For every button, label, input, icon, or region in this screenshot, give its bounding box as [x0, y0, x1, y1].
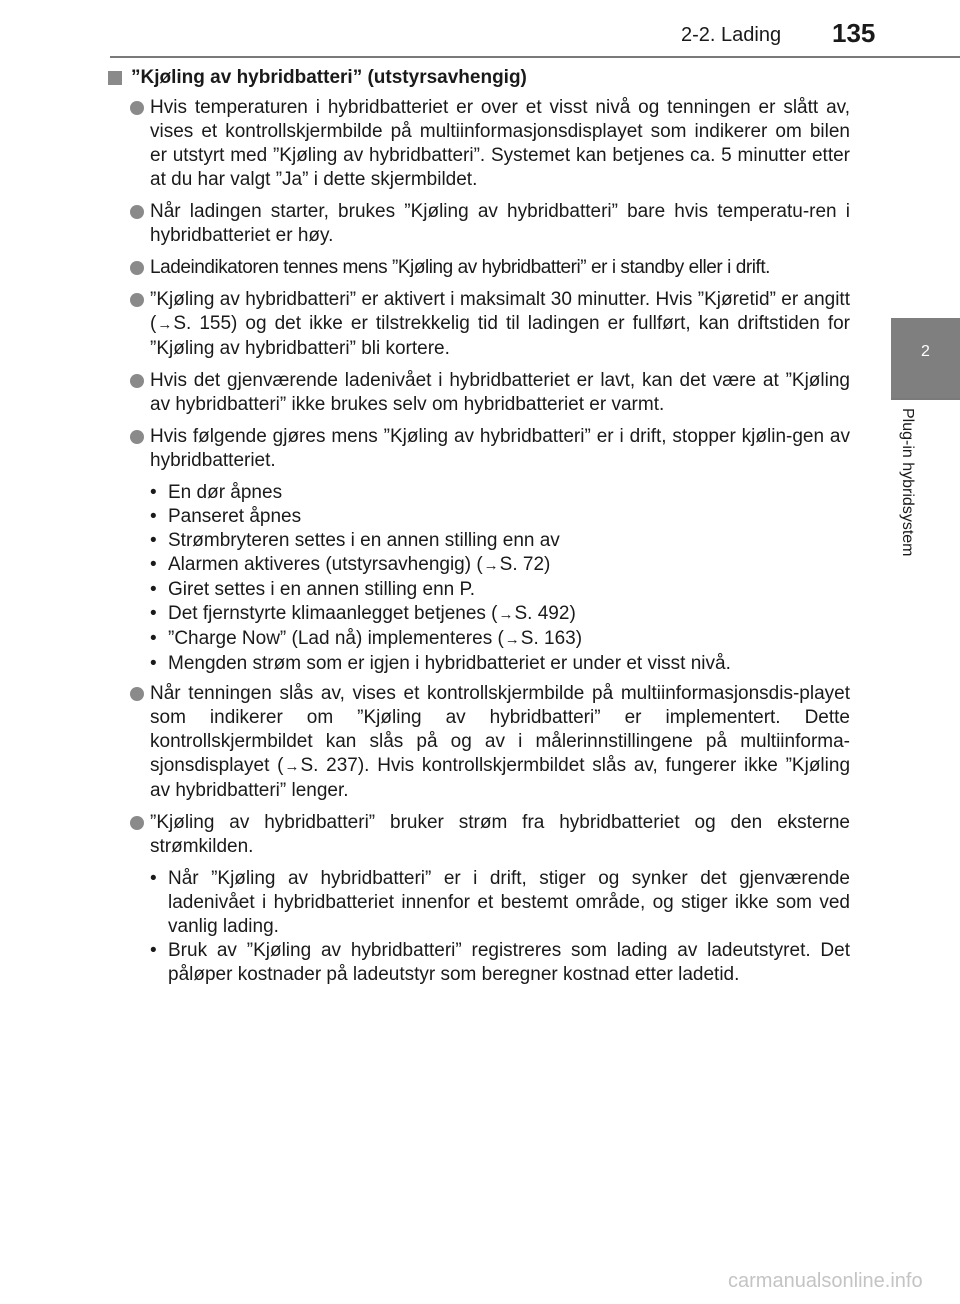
square-bullet-icon: [108, 71, 122, 85]
list-item: [130, 682, 850, 803]
item-text-part: ) og det ikke er tilstrekkelig tid til ladingen er fullført, kan driftstiden for ”Kjøling av hybridbatteri” bli kortere.: [150, 313, 851, 359]
item-text-part: ). Hvis kontrollskjermbildet slås av, fungerer ikke ”Kjøling av hybridbatteri” lenger.: [150, 755, 851, 801]
round-bullet-icon: [130, 687, 144, 701]
sub-list-item: • Strømbryteren settes i en annen stilling enn av: [150, 529, 850, 553]
arrow-right-icon: →: [498, 606, 514, 623]
sub-item-text-part: Det fjernstyrte klimaanlegget betjenes (: [168, 603, 498, 624]
item-text: Hvis følgende gjøres mens ”Kjøling av hybridbatteri” er i drift, stopper kjølin-gen av hybridbatteriet.: [150, 426, 850, 471]
sub-item-text-part: ): [544, 554, 551, 575]
sub-item-text-part: ): [569, 603, 576, 624]
list-item: [130, 811, 850, 859]
round-bullet-icon: [130, 816, 144, 830]
item-text: Hvis det gjenværende ladenivået i hybridbatteriet er lavt, kan det være at ”Kjøling av hybridbatteri” ikke brukes selv om hybridbatteriet er varmt.: [150, 370, 850, 415]
item-text: Ladeindikatoren tennes mens ”Kjøling av hybridbatteri” er i standby eller i drift.: [150, 257, 770, 278]
sub-list-item: • En dør åpnes: [150, 481, 850, 505]
section-label: 2-2. Lading: [681, 24, 782, 46]
list-item: [130, 369, 850, 417]
page-reference-link[interactable]: S. 237: [300, 755, 358, 776]
round-bullet-icon: [130, 261, 144, 275]
list-item: [130, 96, 850, 192]
sub-list-item: • Mengden strøm som er igjen i hybridbatteriet er under et visst nivå.: [150, 652, 850, 676]
sub-list-item: [150, 602, 850, 627]
item-text-part: ”Kjøling av hybridbatteri” er aktivert i maksimalt 30 minutter. Hvis ”Kjøretid” er angitt (: [150, 289, 850, 334]
round-bullet-icon: [130, 205, 144, 219]
arrow-right-icon: →: [284, 758, 300, 775]
item-text-part: Når tenningen slås av, vises et kontrollskjermbilde på multiinformasjonsdis-playet som indikerer om ”Kjøling av hybridbatteri” er implementert. Dette kontrollskjermbildet kan slås på og av i målerinnstillingene på multiinforma-sjonsdisplayet (: [150, 683, 850, 776]
round-bullet-icon: [130, 101, 144, 115]
sub-list-item: • Bruk av ”Kjøling av hybridbatteri” registreres som lading av ladeutstyret. Det påløper kostnader på ladeutstyr som beregner kostnad etter ladetid.: [150, 939, 850, 987]
page-reference-link[interactable]: S. 72: [499, 554, 545, 575]
page-number: 135: [832, 18, 876, 48]
list-item: [130, 256, 850, 280]
chapter-tab: 2: [891, 318, 960, 398]
arrow-right-icon: →: [157, 316, 173, 333]
main-content: [108, 66, 850, 993]
sub-item-text-part: ): [575, 628, 583, 649]
list-item: [130, 425, 850, 473]
sub-list-item: • Når ”Kjøling av hybridbatteri” er i drift, stiger og synker det gjenværende ladenivået i hybridbatteriet innenfor et bestemt område, og stiger ikke som ved vanlig lading.: [150, 867, 850, 939]
page-header: [0, 0, 960, 60]
item-text: ”Kjøling av hybridbatteri” bruker strøm fra hybridbatteriet og den eksterne strømkilden.: [150, 812, 850, 857]
footer-watermark: carmanualsonline.info: [728, 1270, 923, 1292]
item-text: [150, 288, 850, 361]
sub-item-text-part: Alarmen aktiveres (utstyrsavhengig) (: [168, 554, 483, 575]
sub-list-item: [150, 553, 850, 578]
page-reference-link[interactable]: S. 163: [520, 628, 576, 649]
sub-list-item: [150, 627, 850, 652]
item-text: Hvis temperaturen i hybridbatteriet er over et visst nivå og tenningen er slått av, vises et kontrollskjermbilde på multiinformasjonsdisplayet som indikerer om bilen er utstyrt med ”Kjøling av hybridbatteri”. Systemet kan betjenes ca. 5 minutter etter at du har valgt ”Ja” i dette skjermbildet.: [150, 97, 850, 190]
section-heading: [108, 66, 850, 90]
round-bullet-icon: [130, 430, 144, 444]
chapter-tab-rule: [891, 398, 960, 400]
header-rule: [110, 56, 960, 58]
list-item: [130, 200, 850, 248]
section-heading-text: ”Kjøling av hybridbatteri” (utstyrsavhengig): [131, 67, 527, 88]
item-text: Når ladingen starter, brukes ”Kjøling av hybridbatteri” bare hvis temperatu-ren i hybridbatteriet er høy.: [150, 201, 850, 246]
page-reference-link[interactable]: S. 155: [173, 313, 232, 334]
arrow-right-icon: →: [483, 557, 499, 574]
condition-list: [150, 481, 850, 676]
sub-list-item: • Panseret åpnes: [150, 505, 850, 529]
page-reference-link[interactable]: S. 492: [514, 603, 570, 624]
sub-list-item: • Giret settes i en annen stilling enn P.: [150, 578, 850, 602]
list-item: [130, 288, 850, 361]
item-text: [150, 682, 850, 803]
note-list: [150, 867, 850, 987]
sub-item-text-part: ”Charge Now” (Lad nå) implementeres (: [168, 628, 504, 649]
arrow-right-icon: →: [504, 631, 520, 648]
round-bullet-icon: [130, 293, 144, 307]
chapter-title-text: Plug-in hybridsystem: [899, 408, 916, 557]
round-bullet-icon: [130, 374, 144, 388]
